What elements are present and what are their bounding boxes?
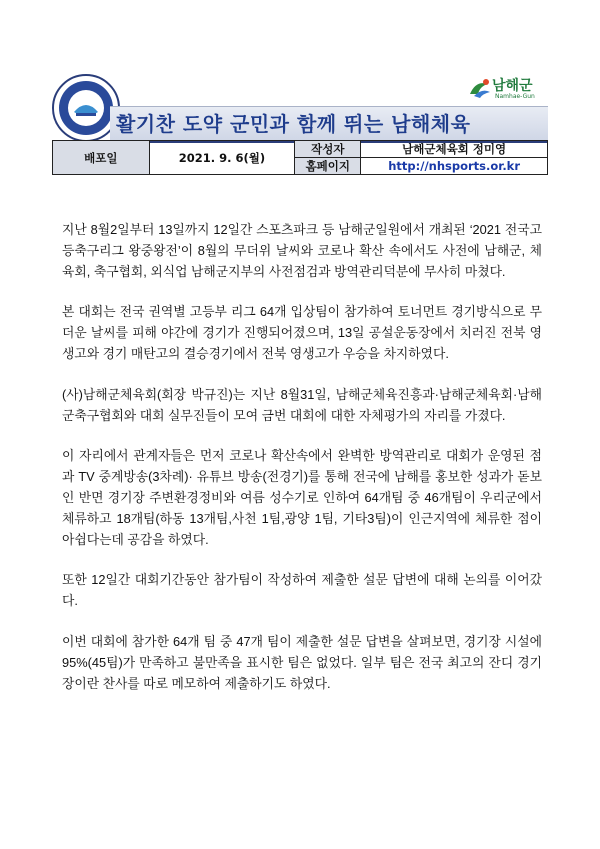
article-body <box>62 220 542 694</box>
logo-name: 남해군 <box>492 78 533 94</box>
paragraph: 본 대회는 전국 권역별 고등부 리그 64개 입상팀이 참가하여 토너먼트 경기방식으로 무더운 날씨를 피해 야간에 경기가 진행되어졌으며, 13일 공설운동장에서 치러진 전북 영생고와 경기 매탄고의 결승경기에서 전북 영생고가 우승을 차지하였다. <box>62 304 542 361</box>
paragraph: 이번 대회에 참가한 64개 팀 중 47개 팀이 제출한 설문 답변을 살펴보면, 경기장 시설에 95%(45팀)가 만족하고 불만족을 표시한 팀은 없었다. 일부 팀은 전국 최고의 잔디 경기장이란 찬사를 따로 메모하여 제출하기도 하였다. <box>62 633 542 691</box>
paragraph: (사)남해군체육회(회장 박규진)는 지난 8월31일, 남해군체육진흥과·남해군체육회·남해군축구협회와 대회 실무진들이 모여 금번 대회에 대한 자체평가의 자리를 가졌다. <box>62 386 542 423</box>
paragraph: 또한 12일간 대회기간동안 참가팀이 작성하여 제출한 설문 답변에 대해 논의를 이어갔다. <box>62 572 542 609</box>
author-label: 작성자 <box>295 141 361 158</box>
distribution-date-value: 2021. 9. 6(월) <box>149 141 295 175</box>
namhae-logo-icon <box>468 78 492 100</box>
press-info-table <box>52 140 548 175</box>
homepage-label: 홈페이지 <box>295 158 361 175</box>
logo-subtitle: Namhae-Gun <box>495 93 535 100</box>
homepage-link[interactable]: http://nhsports.or.kr <box>361 158 548 175</box>
paragraph: 이 자리에서 관계자들은 먼저 코로나 확산속에서 완벽한 방역관리로 대회가 운영된 점과 TV 중계방송(3차례)· 유튜브 방송(전경기)를 통해 전국에 남해를 홍보한 성과가 돋보인 반면 경기장 주변환경정비와 여름 성수기로 인하여 64개팀 중 46개팀이 우리군에서 체류하고 18개팀(하동 13개팀,사천 1팀,광양 1팀, 기타3팀)이 인근지역에 체류한 점이 아쉽다는데 공감을 하였다. <box>62 448 542 547</box>
namhae-gun-logo <box>468 74 548 108</box>
paragraph: 지난 8월2일부터 13일까지 12일간 스포츠파크 등 남해군일원에서 개최된 ‘2021 전국고등축구리그 왕중왕전’이 8월의 무더위 날씨와 코로나 확산 속에서도 사전에 남해군, 체육회, 축구협회, 외식업 남해군지부의 사전점검과 방역관리덕분에 무사히 마쳤다. <box>62 222 542 279</box>
author-value: 남해군체육회 정미영 <box>361 141 548 158</box>
distribution-date-label: 배포일 <box>53 141 150 175</box>
page-title: 활기찬 도약 군민과 함께 뛰는 남해체육 <box>116 112 471 136</box>
